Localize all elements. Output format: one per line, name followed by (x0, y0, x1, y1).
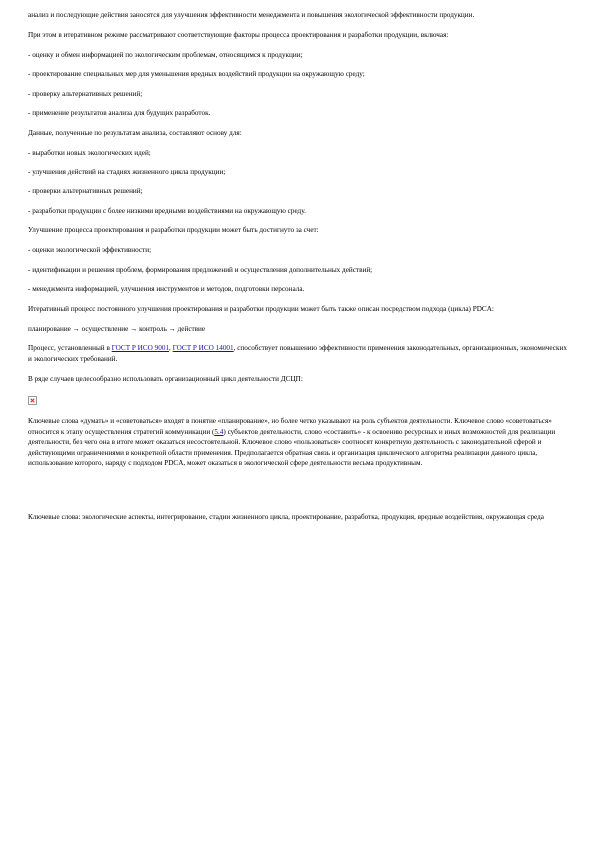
list-item-factor: - применение результатов анализа для будущих разработок. (28, 109, 211, 118)
broken-image-icon[interactable] (28, 396, 37, 405)
list-item-data: - выработки новых экологических идей; (28, 148, 151, 157)
list-item-factor: - проверку альтернативных решений; (28, 89, 143, 98)
spacer (28, 478, 568, 512)
list-item-data: - разработки продукции с более низкими вредными воздействиями на окружающую среду. (28, 206, 306, 215)
paragraph-data: Данные, полученные по результатам анализа, составляют основу для: (28, 128, 242, 137)
paragraph-intro: анализ и последующие действия заносятся для улучшения эффективности менеджмента и повышения экологической эффективности продукции. (28, 11, 475, 19)
link-gost-14001[interactable]: ГОСТ Р ИСО 14001 (172, 344, 234, 353)
process-text-mid: , (169, 344, 173, 353)
list-item-factor: - оценку и обмен информацией по экологическим проблемам, относящимся к продукции; (28, 50, 303, 59)
paragraph-keywords-explanation (28, 416, 568, 468)
paragraph-adsp: В ряде случаев целесообразно использовать организационный цикл деятельности ДСЦП: (28, 374, 303, 383)
paragraph-pdca-cycle: планирование → осуществление → контроль → действие (28, 324, 206, 333)
paragraph-final-keywords: Ключевые слова: экологические аспекты, интегрирование, стадии жизненного цикла, проектирование, разработка, продукция, вредные воздействия, окружающая среда (28, 512, 544, 521)
paragraph-iterative: Итеративный процесс постоянного улучшения проектирования и разработки продукции может быть также описан посредством подхода (цикла) PDCA: (28, 304, 494, 313)
process-text-pre: Процесс, установленный в (28, 344, 112, 353)
process-text-post: , способствует повышению эффективности применения законодательных, организационных, экономических и экологических требований. (28, 344, 567, 363)
paragraph-factors: При этом в итеративном режиме рассматривают соответствующие факторы процесса проектирования и разработки продукции, включая: (28, 30, 449, 39)
link-gost-9001[interactable]: ГОСТ Р ИСО 9001 (111, 344, 170, 353)
list-item-improve: - оценки экологической эффективности; (28, 246, 152, 255)
keywords-text-post: ) субъектов деятельности, слово «составить» - к освоению ресурсных и иных возможностей для реализации деятельности, без чего она в итоге может оказаться несостоятельной. Ключевое слово «пользоваться» соотносят конкретную деятельность с законодательной сферой и действующими ограничениями в конкретной области применения. Предполагается обратная связь и организация циклического алгоритма реализации данного цикла, использование которого, наряду с подходом PDCA, может оказаться в экологической сфере деятельности весьма продуктивным. (28, 427, 556, 467)
paragraph-improve: Улучшение процесса проектирования и разработки продукции может быть достигнуто за счет: (28, 226, 319, 235)
list-item-data: - проверки альтернативных решений; (28, 187, 143, 196)
paragraph-process (28, 343, 568, 364)
list-item-factor: - проектирование специальных мер для уменьшения вредных воздействий продукции на окружающую среду; (28, 70, 365, 79)
keywords-text-pre: Ключевые слова «думать» и «советоваться» входят в понятие «планирование», но более четко указывают на роль субъектов деятельности. Ключевое слово «советоваться» относится к этапу осуществления стратегий коммуникации ( (28, 417, 552, 436)
list-item-improve: - идентификации и решения проблем, формирования предложений и осуществления дополнительных действий; (28, 265, 373, 274)
document-body (28, 10, 568, 532)
list-item-improve: - менеджмента информацией, улучшения инструментов и методов, подготовки персонала. (28, 285, 305, 294)
list-item-data: - улучшения действий на стадиях жизненного цикла продукции; (28, 168, 226, 176)
link-section-5-4[interactable]: 5.4 (214, 427, 224, 436)
